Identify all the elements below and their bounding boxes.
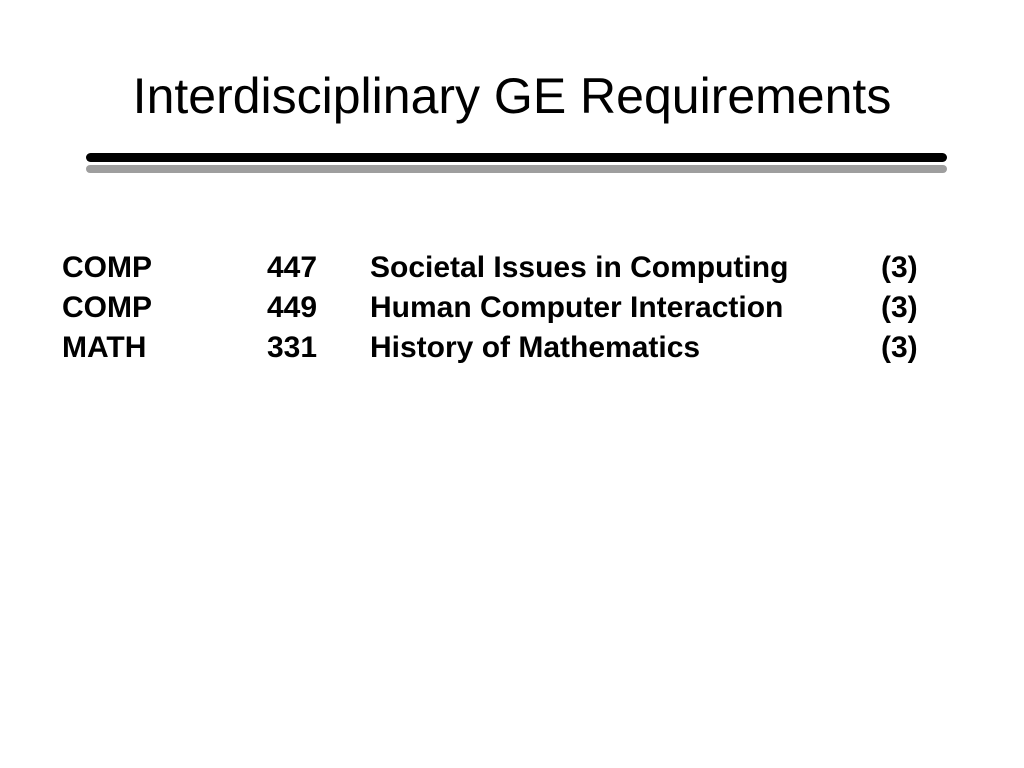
course-list <box>62 248 962 368</box>
course-row <box>62 248 962 288</box>
course-title: History of Mathematics <box>370 331 701 364</box>
title-divider-dark <box>86 153 947 162</box>
course-credits: (3) <box>881 251 918 284</box>
course-dept: COMP <box>62 251 152 284</box>
course-dept: MATH <box>62 331 147 364</box>
slide-title: Interdisciplinary GE Requirements <box>132 68 892 124</box>
course-title: Societal Issues in Computing <box>370 251 789 284</box>
course-title: Human Computer Interaction <box>370 291 784 324</box>
course-number: 447 <box>267 251 318 284</box>
course-row <box>62 288 962 328</box>
title-divider-light <box>86 165 947 173</box>
course-number: 331 <box>267 331 318 364</box>
course-row <box>62 328 962 368</box>
course-dept: COMP <box>62 291 152 324</box>
course-credits: (3) <box>881 331 918 364</box>
course-number: 449 <box>267 291 318 324</box>
course-credits: (3) <box>881 291 918 324</box>
